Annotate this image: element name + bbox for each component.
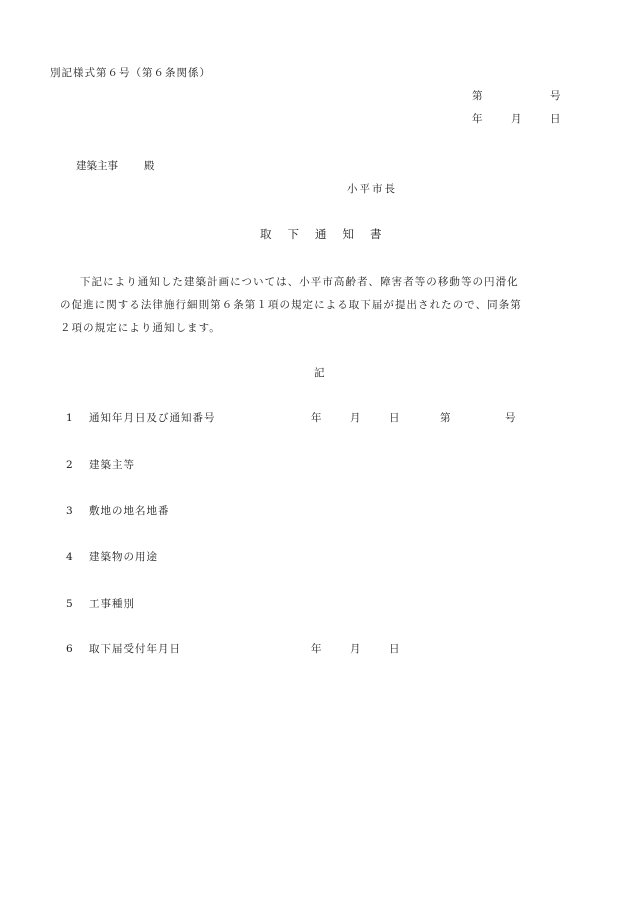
body-line: の促進に関する法律施行細則第６条第１項の規定による取下届が提出されたので、同条第 <box>60 299 522 311</box>
item-building-owner <box>66 457 135 472</box>
item-number: 2 <box>66 459 73 471</box>
item-label: 建築主等 <box>89 459 135 471</box>
body-line: ２項の規定により通知します。 <box>60 322 221 334</box>
issue-date-day: 日 <box>550 113 561 125</box>
issue-date-year: 年 <box>472 113 483 125</box>
notice-body <box>60 271 580 340</box>
item-number: 3 <box>66 505 73 517</box>
form-reference: 別記様式第６号（第６条関係） <box>50 67 211 79</box>
item-number: 6 <box>66 643 73 655</box>
item6-month: 月 <box>350 643 361 655</box>
document-title <box>260 226 382 242</box>
item1-year: 年 <box>311 412 322 424</box>
item-notification-date-number <box>66 410 216 425</box>
title-char: 書 <box>370 227 382 241</box>
item-site-address <box>66 503 170 518</box>
item-label: 建築物の用途 <box>89 551 158 563</box>
addressee-name: 建築主事 <box>76 160 118 172</box>
item1-month: 月 <box>350 412 361 424</box>
body-line: 下記により通知した建築計画については、小平市高齢者、障害者等の移動等の円滑化 <box>80 276 519 288</box>
addressee <box>76 158 155 173</box>
item-label: 敷地の地名地番 <box>89 505 170 517</box>
item6-year: 年 <box>311 643 322 655</box>
document-number-prefix: 第 <box>472 90 483 102</box>
item-number: 4 <box>66 551 73 563</box>
item-label: 通知年月日及び通知番号 <box>89 412 216 424</box>
title-char: 知 <box>342 227 354 241</box>
document-number-suffix: 号 <box>550 90 561 102</box>
item-work-type <box>66 596 135 611</box>
item1-number-suffix: 号 <box>505 412 516 424</box>
issue-date-month: 月 <box>511 113 522 125</box>
title-char: 下 <box>287 227 299 241</box>
issuer: 小平市長 <box>347 183 397 195</box>
title-char: 通 <box>315 227 327 241</box>
item1-day: 日 <box>389 412 400 424</box>
item-building-use <box>66 549 158 564</box>
addressee-honorific: 殿 <box>144 160 155 172</box>
item-label: 取下届受付年月日 <box>89 643 181 655</box>
item-label: 工事種別 <box>89 598 135 610</box>
item-number: 5 <box>66 598 73 610</box>
ki-heading: 記 <box>314 367 325 379</box>
item6-day: 日 <box>389 643 400 655</box>
item1-number-prefix: 第 <box>440 412 451 424</box>
item-withdrawal-receipt-date <box>66 641 181 656</box>
item-number: 1 <box>66 412 73 424</box>
title-char: 取 <box>260 227 272 241</box>
